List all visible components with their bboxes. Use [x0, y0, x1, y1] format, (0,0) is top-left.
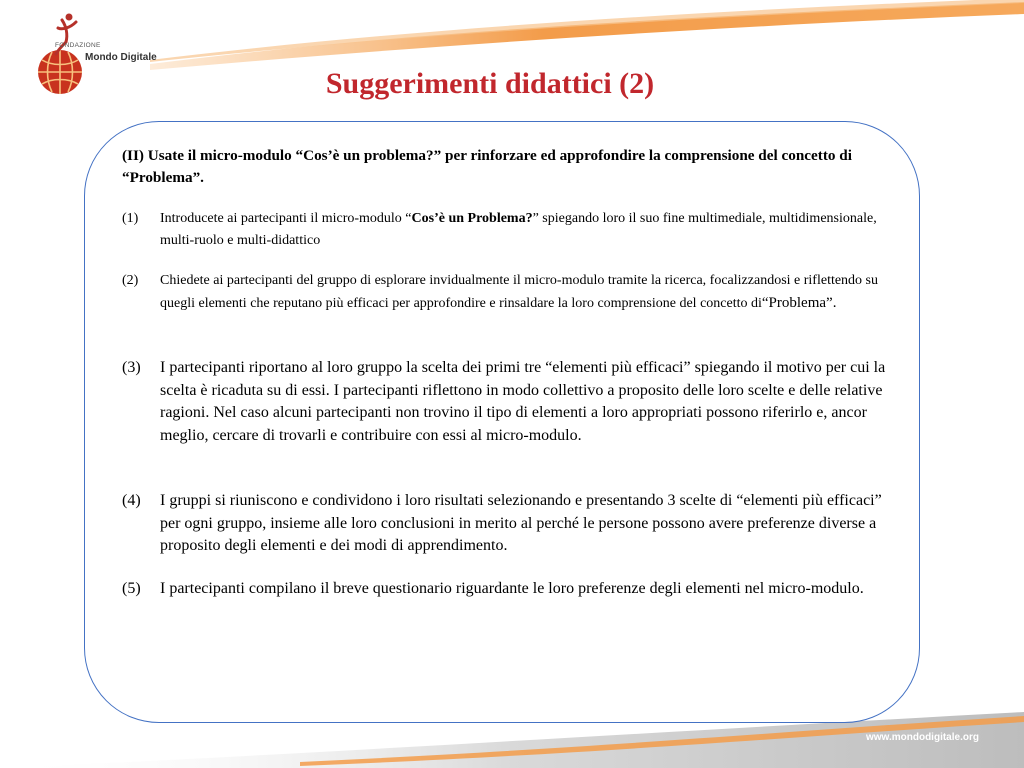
- step-1: [122, 208, 892, 252]
- footer-url[interactable]: www.mondodigitale.org: [866, 732, 979, 743]
- intro-text: (II) Usate il micro-modulo “Cos’è un problema?” per rinforzare ed approfondire la comprensione del concetto di “Problema”.: [122, 147, 852, 186]
- step-text: Chiedete ai partecipanti del gruppo di esplorare invidualmente il micro-modulo tramite la ricerca, focalizzandosi e riflettendo su quegli elementi che reputano più efficaci per approfondire e rinsaldare la loro comprensione del concetto di“Problema”.: [160, 273, 879, 311]
- step-5: [122, 578, 892, 601]
- logo-name: Mondo Digitale: [85, 52, 157, 63]
- logo-foundation-label: FONDAZIONE: [55, 42, 101, 49]
- step-2: [122, 270, 892, 315]
- step-text: I partecipanti riportano al loro gruppo la scelta dei primi tre “elementi più efficaci” spiegando il motivo per cui la scelta è ricaduta su di essi. I partecipanti riflettono in modo collettivo a proposito delle loro scelte e delle relative ragioni. Nel caso alcuni partecipanti non trovino il tipo di elementi a loro appropriati possono riferirlo e, ancor meglio, cercare di trovarli e contribuire con essi al micro-modulo.: [160, 359, 886, 444]
- slide-title: Suggerimenti didattici (2): [325, 67, 655, 100]
- step-text: I partecipanti compilano il breve questionario riguardante le loro preferenze degli elementi nel micro-modulo.: [160, 580, 864, 597]
- step-4: [122, 490, 892, 558]
- top-swoosh: [150, 2, 1024, 70]
- step-number: (2): [122, 273, 139, 288]
- step-3: [122, 357, 892, 447]
- step-number: (5): [122, 580, 141, 597]
- step-text: Introducete ai partecipanti il micro-modulo “Cos’è un Problema?” spiegando loro il suo fine multimediale, multidimensionale, multi-ruolo e multi-didattico: [160, 211, 877, 248]
- step-number: (4): [122, 492, 141, 509]
- step-text: I gruppi si riuniscono e condividono i loro risultati selezionando e presentando 3 scelte di “elementi più efficaci” per ogni gruppo, insieme alle loro conclusioni in merito al perché le persone possono avere preferenze diverse a proposito degli elementi e dei modi di apprendimento.: [160, 492, 882, 554]
- step-number: (1): [122, 211, 139, 226]
- step-number: (3): [122, 359, 141, 376]
- logo: [22, 12, 157, 102]
